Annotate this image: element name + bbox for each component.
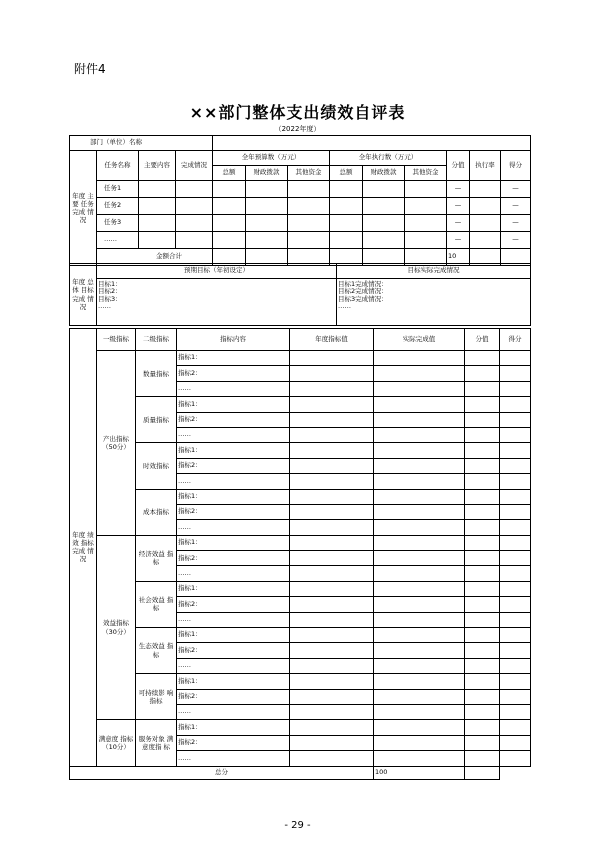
page-title: ××部门整体支出绩效自评表 (189, 103, 406, 122)
task-row (70, 198, 531, 215)
task-cell[interactable] (139, 181, 176, 198)
indicator-content: 指标2： (177, 597, 290, 612)
task-cell[interactable] (246, 215, 288, 232)
task-cell[interactable] (246, 198, 288, 215)
task-cell[interactable] (330, 232, 363, 249)
indicator-content: 指标1： (177, 489, 290, 504)
actual-value-cell[interactable] (374, 612, 465, 627)
indicator-row (70, 351, 531, 366)
task-cell[interactable] (139, 215, 176, 232)
score-cell[interactable] (500, 381, 531, 396)
planned-goal-line: 目标3： (98, 294, 122, 303)
actual-value-cell[interactable] (374, 704, 465, 719)
annual-value-cell[interactable] (290, 535, 374, 550)
planned-goal-line: 目标2： (98, 287, 122, 296)
col-annual-value: 年度指标值 (290, 329, 374, 351)
score-cell[interactable] (500, 689, 531, 704)
actual-value-cell[interactable] (374, 427, 465, 442)
indicator-content: 指标1： (177, 351, 290, 366)
annual-value-cell[interactable] (290, 520, 374, 535)
indicator-content: 指标1： (177, 720, 290, 735)
annual-value-cell[interactable] (290, 643, 374, 658)
col-actual-value: 实际完成值 (374, 329, 465, 351)
level2-indicator: 质量指标 (136, 397, 177, 443)
annual-value-cell[interactable] (290, 689, 374, 704)
score-cell[interactable] (500, 427, 531, 442)
indicator-total-row (70, 766, 531, 779)
score-value-cell[interactable] (465, 427, 500, 442)
score-value-cell[interactable] (465, 504, 500, 519)
dept-name-label: 部门（单位）名称 (70, 136, 213, 151)
annual-value-cell[interactable] (290, 381, 374, 396)
task-exec-rate[interactable] (470, 215, 501, 232)
task-cell[interactable] (176, 181, 213, 198)
annual-value-cell[interactable] (290, 735, 374, 750)
col-task-name: 任务名称 (97, 151, 139, 181)
indicator-content: …… (177, 520, 290, 535)
task-cell[interactable] (176, 232, 213, 249)
task-row (70, 215, 531, 232)
task-cell[interactable] (330, 181, 363, 198)
indicator-content: 指标1： (177, 628, 290, 643)
score-cell[interactable] (500, 674, 531, 689)
score-value-cell[interactable] (465, 720, 500, 735)
actual-value-cell[interactable] (374, 689, 465, 704)
level2-indicator: 数量指标 (136, 351, 177, 397)
indicator-content: …… (177, 474, 290, 489)
task-row (70, 232, 531, 249)
score-cell[interactable] (500, 366, 531, 381)
actual-value-cell[interactable] (374, 551, 465, 566)
grand-total-score-value: 100 (374, 766, 465, 779)
task-cell[interactable] (363, 215, 405, 232)
level2-indicator: 社会效益 指标 (136, 581, 177, 627)
indicator-row (70, 674, 531, 689)
indicator-content: 指标2： (177, 458, 290, 473)
exec-total-header: 总额 (330, 166, 363, 181)
score-value-cell[interactable] (465, 597, 500, 612)
actual-goals[interactable] (337, 279, 531, 326)
score-value-cell[interactable] (465, 704, 500, 719)
actual-value-cell[interactable] (374, 504, 465, 519)
score-cell[interactable] (500, 412, 531, 427)
indicator-content: …… (177, 427, 290, 442)
annual-value-cell[interactable] (290, 704, 374, 719)
task-total-label: 金额合计 (97, 249, 213, 266)
planned-goal-line: 目标1： (98, 280, 122, 288)
task-cell[interactable] (213, 198, 246, 215)
score-value-cell[interactable] (465, 412, 500, 427)
task-cell[interactable] (288, 198, 330, 215)
score-value-cell[interactable] (465, 458, 500, 473)
score-cell[interactable] (500, 612, 531, 627)
score-value-cell[interactable] (465, 551, 500, 566)
score-value-cell[interactable] (465, 689, 500, 704)
actual-value-cell[interactable] (374, 674, 465, 689)
indicator-content: 指标1： (177, 674, 290, 689)
score-value-cell[interactable] (465, 566, 500, 581)
task-cell[interactable] (176, 215, 213, 232)
planned-goal-header: 预期目标（年初设定） (97, 264, 337, 279)
indicator-content: 指标2： (177, 643, 290, 658)
dept-name-value[interactable] (213, 136, 531, 151)
budget-fiscal-header: 财政拨款 (246, 166, 288, 181)
actual-value-cell[interactable] (374, 520, 465, 535)
level1-indicator: 效益指标 （30分） (97, 535, 136, 720)
indicator-content: …… (177, 381, 290, 396)
goal-completion-table (69, 263, 531, 326)
score-value-cell[interactable] (465, 351, 500, 366)
col-exec: 全年执行数（万元） (330, 151, 447, 166)
score-value-cell[interactable] (465, 658, 500, 673)
score-cell[interactable] (500, 566, 531, 581)
actual-goal-line: …… (338, 302, 351, 311)
task-cell[interactable] (405, 232, 447, 249)
task-cell[interactable] (405, 198, 447, 215)
score-cell[interactable] (500, 658, 531, 673)
task-cell[interactable] (213, 232, 246, 249)
indicator-content: 指标2： (177, 504, 290, 519)
actual-value-cell[interactable] (374, 351, 465, 366)
actual-value-cell[interactable] (374, 474, 465, 489)
indicator-content: 指标2： (177, 366, 290, 381)
level2-indicator: 可持续影 响指标 (136, 674, 177, 720)
indicator-content: 指标1： (177, 581, 290, 596)
score-cell[interactable] (500, 504, 531, 519)
indicator-content: 指标1： (177, 443, 290, 458)
indicator-row (70, 720, 531, 735)
annual-value-cell[interactable] (290, 597, 374, 612)
indicator-content: …… (177, 566, 290, 581)
level2-indicator: 时效指标 (136, 443, 177, 489)
score-cell[interactable] (500, 520, 531, 535)
actual-value-cell[interactable] (374, 443, 465, 458)
task-cell[interactable] (405, 181, 447, 198)
score-cell[interactable] (500, 489, 531, 504)
level1-indicator: 满意度 指标 （10分） (97, 720, 136, 766)
score-cell[interactable] (500, 474, 531, 489)
indicator-row (70, 443, 531, 458)
actual-value-cell[interactable] (374, 643, 465, 658)
actual-value-cell[interactable] (374, 458, 465, 473)
annual-value-cell[interactable] (290, 566, 374, 581)
task-cell[interactable] (363, 198, 405, 215)
indicator-content: …… (177, 704, 290, 719)
annual-value-cell[interactable] (290, 720, 374, 735)
col-content: 指标内容 (177, 329, 290, 351)
annual-value-cell[interactable] (290, 612, 374, 627)
indicator-content: 指标2： (177, 412, 290, 427)
score-cell[interactable] (500, 704, 531, 719)
task-name: 任务3 (97, 215, 139, 232)
score-value-cell[interactable] (465, 751, 500, 766)
col-exec-rate: 执行率 (470, 151, 501, 181)
task-cell[interactable] (139, 198, 176, 215)
score-value-cell[interactable] (465, 535, 500, 550)
indicator-row (70, 535, 531, 550)
score-value-cell[interactable] (465, 628, 500, 643)
score-cell[interactable] (500, 551, 531, 566)
actual-value-cell[interactable] (374, 381, 465, 396)
score-value-cell[interactable] (465, 443, 500, 458)
task-cell[interactable] (213, 215, 246, 232)
task-score: — (501, 198, 531, 215)
score-value-cell[interactable] (465, 489, 500, 504)
annual-value-cell[interactable] (290, 351, 374, 366)
task-cell[interactable] (363, 232, 405, 249)
task-cell[interactable] (176, 198, 213, 215)
indicator-content: …… (177, 751, 290, 766)
task-name: 任务1 (97, 181, 139, 198)
exec-other-header: 其他资金 (405, 166, 447, 181)
level1-indicator: 产出指标 （50分） (97, 351, 136, 536)
col-score: 得分 (501, 151, 531, 181)
actual-value-cell[interactable] (374, 566, 465, 581)
grand-total-label: 总分 (70, 766, 374, 779)
actual-value-cell[interactable] (374, 581, 465, 596)
col-level1: 一级指标 (97, 329, 136, 351)
actual-value-cell[interactable] (374, 597, 465, 612)
score-cell[interactable] (500, 443, 531, 458)
annual-value-cell[interactable] (290, 658, 374, 673)
level2-indicator: 生态效益 指标 (136, 628, 177, 674)
actual-value-cell[interactable] (374, 735, 465, 750)
score-cell[interactable] (500, 735, 531, 750)
annual-value-cell[interactable] (290, 397, 374, 412)
annual-value-cell[interactable] (290, 581, 374, 596)
attachment-label: 附件4 (74, 62, 106, 76)
score-cell[interactable] (500, 597, 531, 612)
actual-value-cell[interactable] (374, 397, 465, 412)
actual-goal-header: 目标实际完成情况 (337, 264, 531, 279)
score-value-cell[interactable] (465, 520, 500, 535)
annual-value-cell[interactable] (290, 751, 374, 766)
score-value-cell[interactable] (465, 674, 500, 689)
actual-goal-line: 目标2完成情况： (338, 287, 388, 296)
task-name: …… (97, 232, 139, 249)
score-cell[interactable] (500, 751, 531, 766)
annual-value-cell[interactable] (290, 489, 374, 504)
task-cell[interactable] (246, 232, 288, 249)
task-cell[interactable] (405, 215, 447, 232)
actual-value-cell[interactable] (374, 751, 465, 766)
task-cell[interactable] (363, 181, 405, 198)
annual-value-cell[interactable] (290, 474, 374, 489)
score-value-cell[interactable] (465, 366, 500, 381)
exec-fiscal-header: 财政拨款 (363, 166, 405, 181)
task-exec-rate[interactable] (470, 181, 501, 198)
actual-value-cell[interactable] (374, 628, 465, 643)
col-score: 得分 (500, 329, 531, 351)
col-score-value: 分值 (447, 151, 470, 181)
task-row (70, 181, 531, 198)
score-cell[interactable] (500, 581, 531, 596)
task-cell[interactable] (288, 215, 330, 232)
task-cell[interactable] (288, 232, 330, 249)
annual-value-cell[interactable] (290, 412, 374, 427)
indicator-content: 指标1： (177, 397, 290, 412)
score-value-cell[interactable] (465, 397, 500, 412)
score-value-cell[interactable] (465, 381, 500, 396)
task-completion-table (69, 135, 531, 266)
goal-section-label: 年度 总体 目标 完成 情况 (70, 264, 97, 326)
level2-indicator: 成本指标 (136, 489, 177, 535)
task-cell[interactable] (246, 181, 288, 198)
indicator-content: 指标2： (177, 551, 290, 566)
col-level2: 二级指标 (136, 329, 177, 351)
year-subtitle: （2022年度） (274, 125, 321, 133)
score-value-cell[interactable] (465, 474, 500, 489)
task-score: — (501, 232, 531, 249)
task-score: — (501, 181, 531, 198)
score-value-cell[interactable] (465, 643, 500, 658)
planned-goal-line: …… (98, 302, 111, 311)
score-value-cell[interactable] (465, 581, 500, 596)
actual-value-cell[interactable] (374, 366, 465, 381)
annual-value-cell[interactable] (290, 504, 374, 519)
level2-indicator: 服务对象 满意度指 标 (136, 720, 177, 766)
task-cell[interactable] (330, 198, 363, 215)
indicator-row (70, 489, 531, 504)
score-value-cell[interactable] (465, 612, 500, 627)
task-section-label: 年度 主要 任务 完成 情况 (70, 151, 97, 266)
actual-goal-line: 目标3完成情况： (338, 294, 388, 303)
actual-goal-line: 目标1完成情况： (338, 280, 388, 288)
task-exec-rate[interactable] (470, 232, 501, 249)
task-cell[interactable] (139, 232, 176, 249)
score-cell[interactable] (500, 720, 531, 735)
annual-value-cell[interactable] (290, 458, 374, 473)
task-score-value: — (447, 232, 470, 249)
indicator-content: …… (177, 612, 290, 627)
task-score-value: — (447, 181, 470, 198)
score-cell[interactable] (500, 351, 531, 366)
level2-indicator: 经济效益 指标 (136, 535, 177, 581)
indicator-row (70, 397, 531, 412)
performance-indicator-table (69, 328, 531, 780)
annual-value-cell[interactable] (290, 366, 374, 381)
annual-value-cell[interactable] (290, 427, 374, 442)
actual-value-cell[interactable] (374, 412, 465, 427)
task-score: — (501, 215, 531, 232)
task-total-score-value: 10 (447, 249, 470, 266)
indicator-content: 指标2： (177, 735, 290, 750)
score-cell[interactable] (500, 535, 531, 550)
annual-value-cell[interactable] (290, 674, 374, 689)
score-cell[interactable] (500, 458, 531, 473)
page-number: - 29 - (284, 820, 311, 831)
col-main-content: 主要内容 (139, 151, 176, 181)
task-exec-rate[interactable] (470, 198, 501, 215)
col-completion: 完成情况 (176, 151, 213, 181)
score-cell[interactable] (500, 628, 531, 643)
task-cell[interactable] (330, 215, 363, 232)
col-budget: 全年预算数（万元） (213, 151, 330, 166)
task-cell[interactable] (213, 181, 246, 198)
score-cell[interactable] (500, 643, 531, 658)
task-score-value: — (447, 198, 470, 215)
budget-other-header: 其他资金 (288, 166, 330, 181)
indicator-content: 指标2： (177, 689, 290, 704)
col-score-value: 分值 (465, 329, 500, 351)
budget-total-header: 总额 (213, 166, 246, 181)
task-score-value: — (447, 215, 470, 232)
actual-value-cell[interactable] (374, 535, 465, 550)
task-cell[interactable] (288, 181, 330, 198)
indicator-content: …… (177, 658, 290, 673)
task-name: 任务2 (97, 198, 139, 215)
indicator-content: 指标1： (177, 535, 290, 550)
score-value-cell[interactable] (465, 735, 500, 750)
indicator-row (70, 628, 531, 643)
annual-value-cell[interactable] (290, 628, 374, 643)
indicator-section-label: 年度 绩效 指标 完成 情况 (70, 329, 97, 767)
planned-goals[interactable] (97, 279, 337, 326)
score-cell[interactable] (500, 397, 531, 412)
indicator-row (70, 581, 531, 596)
annual-value-cell[interactable] (290, 443, 374, 458)
annual-value-cell[interactable] (290, 551, 374, 566)
actual-value-cell[interactable] (374, 720, 465, 735)
actual-value-cell[interactable] (374, 489, 465, 504)
grand-total-score[interactable] (465, 766, 500, 779)
actual-value-cell[interactable] (374, 658, 465, 673)
